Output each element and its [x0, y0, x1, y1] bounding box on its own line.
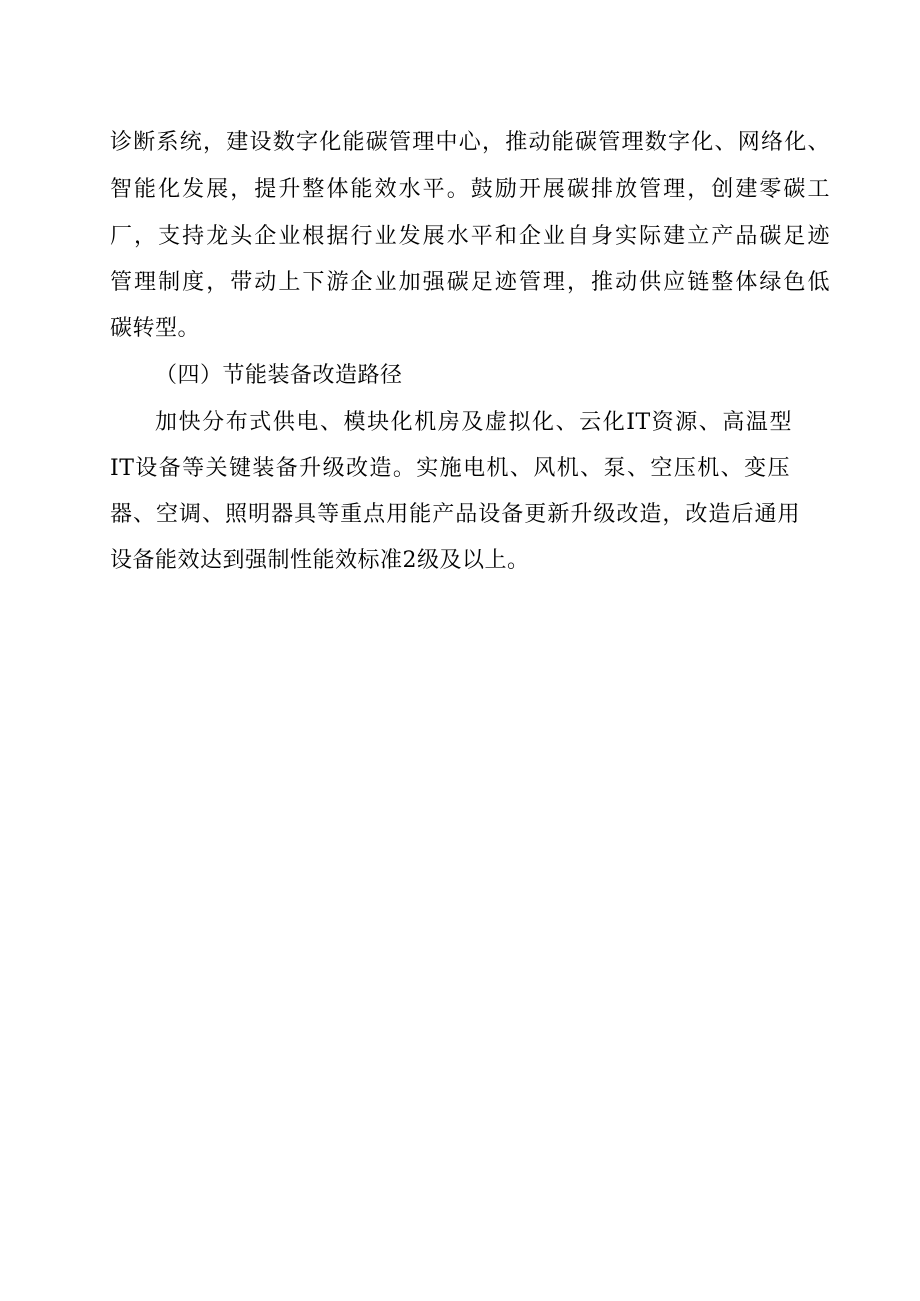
paragraph-line: 管理制度，带动上下游企业加强碳足迹管理，推动供应链整体绿色低	[110, 270, 830, 295]
paragraph-line: 诊断系统，建设数字化能碳管理中心，推动能碳管理数字化、网络化、	[110, 130, 830, 155]
paragraph-line: 加快分布式供电、模块化机房及虚拟化、云化IT资源、高温型	[155, 410, 792, 435]
paragraph-line: 厂，支持龙头企业根据行业发展水平和企业自身实际建立产品碳足迹	[110, 224, 830, 249]
section-heading: （四）节能装备改造路径	[155, 363, 403, 388]
paragraph-line: IT设备等关键装备升级改造。实施电机、风机、泵、空压机、变压	[110, 456, 790, 481]
paragraph-line: 碳转型。	[110, 316, 201, 341]
paragraph-line: 智能化发展，提升整体能效水平。鼓励开展碳排放管理，创建零碳工	[110, 177, 830, 202]
paragraph-line: 器、空调、照明器具等重点用能产品设备更新升级改造，改造后通用	[110, 502, 800, 527]
paragraph-line: 设备能效达到强制性能效标准2级及以上。	[110, 548, 530, 573]
